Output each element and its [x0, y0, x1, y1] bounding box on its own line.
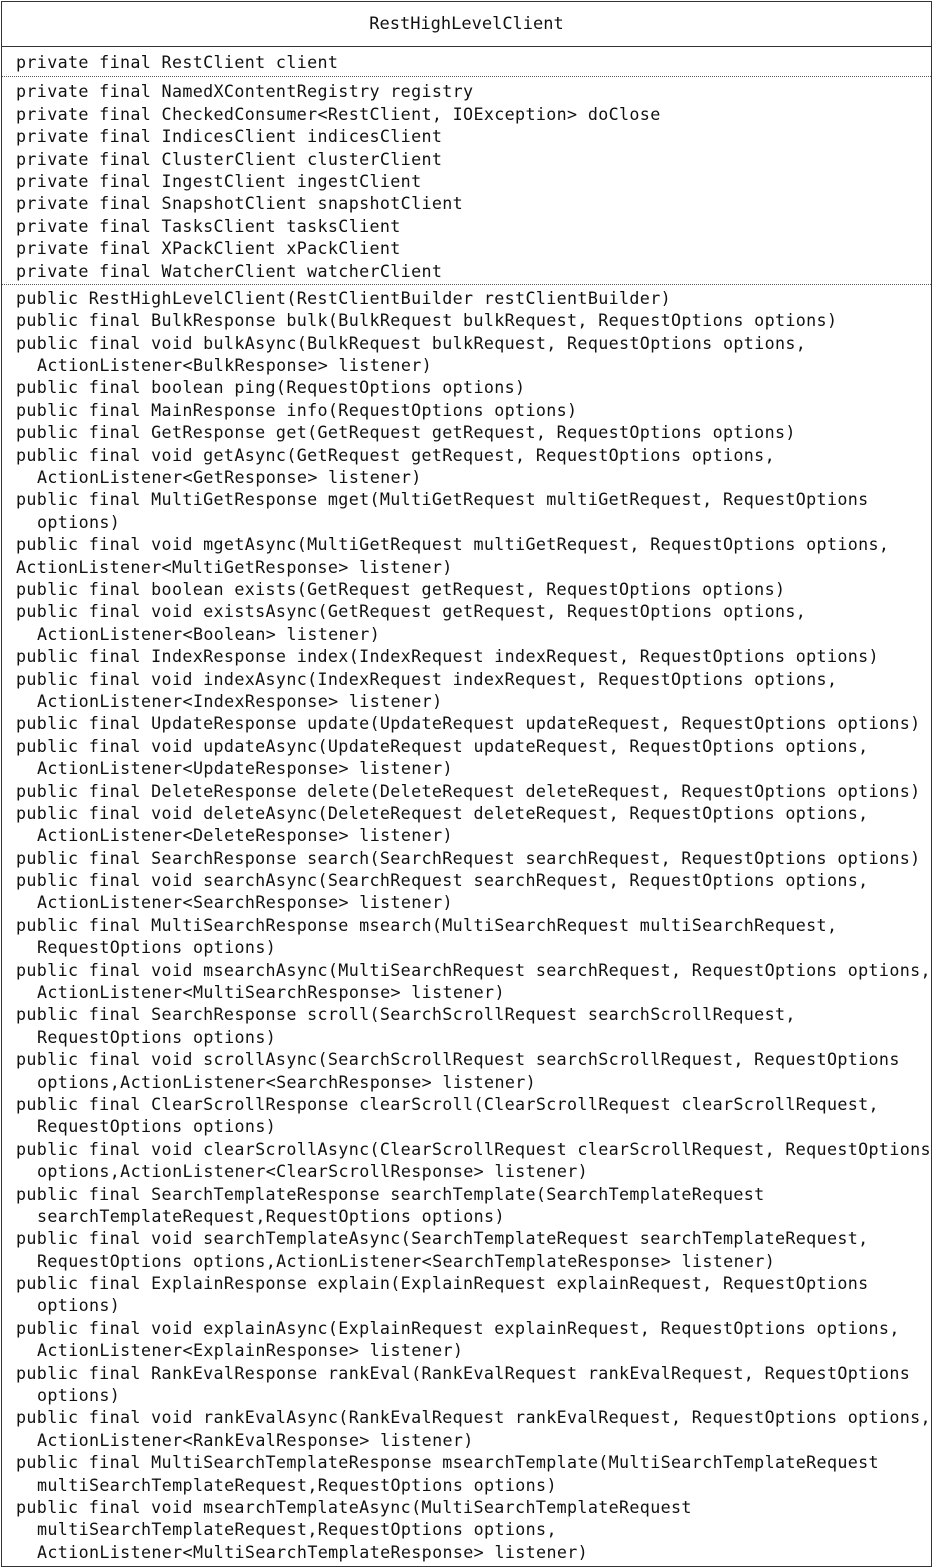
method-continuation-line: ActionListener<MultiGetResponse> listener)	[16, 556, 453, 577]
method-line: public final RankEvalResponse rankEval(RankEvalRequest rankEvalRequest, RequestOptions	[16, 1362, 911, 1383]
method-line: public final void searchAsync(SearchRequest searchRequest, RequestOptions options,	[16, 870, 869, 891]
field-line: private final XPackClient xPackClient	[16, 238, 401, 259]
method-line: public final ClearScrollResponse clearScroll(ClearScrollRequest clearScrollRequest,	[16, 1093, 879, 1114]
method-line: public final MultiGetResponse mget(MultiGetRequest multiGetRequest, RequestOptions	[16, 489, 869, 510]
method-line: public final boolean ping(RequestOptions options)	[16, 377, 526, 398]
method-line: public RestHighLevelClient(RestClientBuilder restClientBuilder)	[16, 287, 671, 308]
method-continuation-line: multiSearchTemplateRequest,RequestOptions options)	[37, 1474, 557, 1495]
method-line: public final boolean exists(GetRequest getRequest, RequestOptions options)	[16, 578, 786, 599]
method-continuation-line: options)	[37, 1385, 121, 1406]
method-continuation-line: ActionListener<MultiSearchResponse> listener)	[37, 982, 505, 1003]
method-line: public final void explainAsync(ExplainRequest explainRequest, RequestOptions options,	[16, 1317, 900, 1338]
method-line: public final ExplainResponse explain(ExplainRequest explainRequest, RequestOptions	[16, 1273, 869, 1294]
fields-section-primary	[2, 47, 931, 77]
method-continuation-line: ActionListener<MultiSearchTemplateResponse> listener)	[37, 1541, 589, 1562]
method-continuation-line: options)	[37, 511, 121, 532]
method-continuation-line: RequestOptions options,ActionListener<SearchTemplateResponse> listener)	[37, 1250, 776, 1271]
method-line: public final MainResponse info(RequestOptions options)	[16, 399, 578, 420]
method-continuation-line: ActionListener<BulkResponse> listener)	[37, 355, 433, 376]
class-name: RestHighLevelClient	[2, 2, 931, 47]
field-line: private final ClusterClient clusterClient	[16, 148, 443, 169]
method-line: public final void scrollAsync(SearchScrollRequest searchScrollRequest, RequestOptions	[16, 1049, 900, 1070]
method-continuation-line: RequestOptions options)	[37, 1026, 277, 1047]
method-line: public final GetResponse get(GetRequest getRequest, RequestOptions options)	[16, 422, 796, 443]
uml-class-box	[1, 1, 932, 1567]
method-continuation-line: RequestOptions options)	[37, 1116, 277, 1137]
method-continuation-line: ActionListener<DeleteResponse> listener)	[37, 825, 453, 846]
method-continuation-line: ActionListener<UpdateResponse> listener)	[37, 758, 453, 779]
method-line: public final void clearScrollAsync(ClearScrollRequest clearScrollRequest, RequestOptions	[16, 1138, 931, 1159]
method-line: public final SearchResponse search(SearchRequest searchRequest, RequestOptions options)	[16, 847, 921, 868]
method-line: public final void updateAsync(UpdateRequest updateRequest, RequestOptions options,	[16, 735, 869, 756]
method-line: public final MultiSearchTemplateResponse msearchTemplate(MultiSearchTemplateRequest	[16, 1452, 879, 1473]
method-continuation-line: ActionListener<IndexResponse> listener)	[37, 690, 443, 711]
method-line: public final MultiSearchResponse msearch(MultiSearchRequest multiSearchRequest,	[16, 914, 838, 935]
methods-section	[2, 285, 931, 1563]
method-line: public final void getAsync(GetRequest getRequest, RequestOptions options,	[16, 444, 775, 465]
method-line: public final IndexResponse index(IndexRequest indexRequest, RequestOptions options)	[16, 646, 879, 667]
method-continuation-line: searchTemplateRequest,RequestOptions options)	[37, 1205, 505, 1226]
method-continuation-line: options)	[37, 1295, 121, 1316]
fields-section-secondary	[2, 77, 931, 285]
method-continuation-line: ActionListener<SearchResponse> listener)	[37, 892, 453, 913]
field-line: private final CheckedConsumer<RestClient, IOException> doClose	[16, 103, 661, 124]
field-line: private final IngestClient ingestClient	[16, 170, 422, 191]
field-line: private final WatcherClient watcherClient	[16, 260, 443, 281]
method-line: public final BulkResponse bulk(BulkRequest bulkRequest, RequestOptions options)	[16, 310, 838, 331]
method-continuation-line: ActionListener<GetResponse> listener)	[37, 467, 422, 488]
method-line: public final DeleteResponse delete(DeleteRequest deleteRequest, RequestOptions options)	[16, 780, 921, 801]
method-line: public final void mgetAsync(MultiGetRequest multiGetRequest, RequestOptions options,	[16, 534, 890, 555]
method-line: public final void existsAsync(GetRequest getRequest, RequestOptions options,	[16, 601, 807, 622]
method-continuation-line: RequestOptions options)	[37, 937, 277, 958]
method-line: public final SearchTemplateResponse searchTemplate(SearchTemplateRequest	[16, 1183, 765, 1204]
method-continuation-line: multiSearchTemplateRequest,RequestOptions options,	[37, 1519, 557, 1540]
method-line: public final UpdateResponse update(UpdateRequest updateRequest, RequestOptions options)	[16, 713, 921, 734]
field-line: private final NamedXContentRegistry registry	[16, 81, 474, 102]
method-continuation-line: ActionListener<ExplainResponse> listener)	[37, 1340, 464, 1361]
field-line: private final IndicesClient indicesClient	[16, 126, 443, 147]
field-line: private final TasksClient tasksClient	[16, 215, 401, 236]
method-line: public final void bulkAsync(BulkRequest bulkRequest, RequestOptions options,	[16, 332, 807, 353]
field-line: private final SnapshotClient snapshotClient	[16, 193, 464, 214]
method-continuation-line: ActionListener<Boolean> listener)	[37, 623, 381, 644]
method-continuation-line: options,ActionListener<SearchResponse> listener)	[37, 1071, 537, 1092]
method-continuation-line: ActionListener<RankEvalResponse> listener)	[37, 1429, 474, 1450]
field-line: private final RestClient client	[16, 52, 339, 72]
method-line: public final SearchResponse scroll(SearchScrollRequest searchScrollRequest,	[16, 1004, 796, 1025]
method-line: public final void msearchAsync(MultiSearchRequest searchRequest, RequestOptions options,	[16, 959, 931, 980]
method-line: public final void rankEvalAsync(RankEvalRequest rankEvalRequest, RequestOptions options,	[16, 1407, 931, 1428]
method-line: public final void msearchTemplateAsync(MultiSearchTemplateRequest	[16, 1497, 692, 1517]
method-continuation-line: options,ActionListener<ClearScrollResponse> listener)	[37, 1161, 589, 1182]
method-line: public final void searchTemplateAsync(SearchTemplateRequest searchTemplateRequest,	[16, 1228, 869, 1249]
method-line: public final void deleteAsync(DeleteRequest deleteRequest, RequestOptions options,	[16, 802, 869, 823]
method-line: public final void indexAsync(IndexRequest indexRequest, RequestOptions options,	[16, 668, 838, 689]
